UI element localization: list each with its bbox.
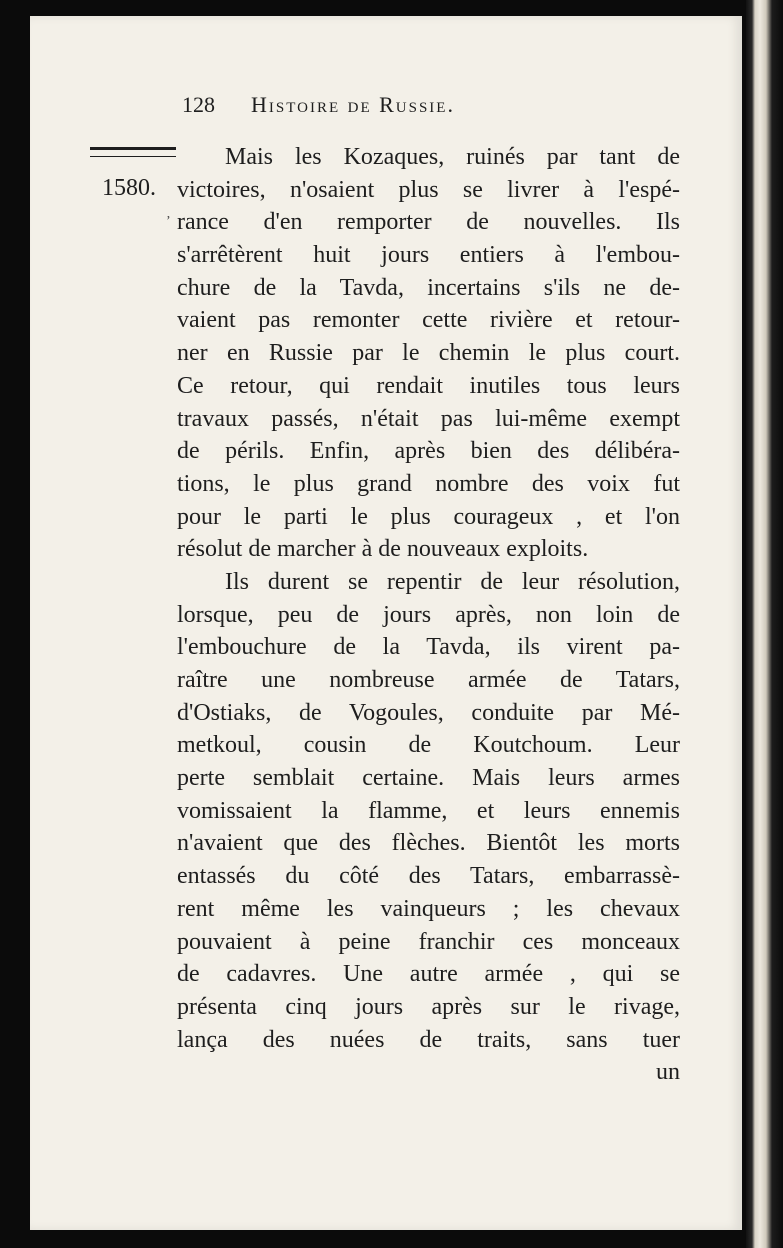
running-header xyxy=(182,92,455,118)
text-line: l'embouchure de la Tavda, ils virent pa- xyxy=(177,634,680,661)
text-line: chure de la Tavda, incertains s'ils ne de- xyxy=(177,274,680,301)
text-line: résolut de marcher à de nouveaux exploits. xyxy=(177,536,589,563)
page-number: 128 xyxy=(182,92,215,117)
catchword: un xyxy=(656,1059,680,1086)
text-line: pour le parti le plus courageux , et l'on xyxy=(177,503,680,530)
text-line: présenta cinq jours après sur le rivage, xyxy=(177,993,680,1020)
text-line: vomissaient la flamme, et leurs ennemis xyxy=(177,797,680,824)
text-line: victoires, n'osaient plus se livrer à l'espé- xyxy=(177,176,680,203)
text-line: Ce retour, qui rendait inutiles tous leurs xyxy=(177,372,680,399)
text-line: metkoul, cousin de Koutchoum. Leur xyxy=(177,732,680,759)
text-line: rent même les vainqueurs ; les chevaux xyxy=(177,895,680,922)
text-line: perte semblait certaine. Mais leurs armes xyxy=(177,765,680,792)
facing-page-edge xyxy=(746,0,783,1248)
text-line: ner en Russie par le chemin le plus court. xyxy=(177,340,680,367)
text-line: rance d'en remporter de nouvelles. Ils xyxy=(177,209,680,236)
text-line: Ils durent se repentir de leur résolution, xyxy=(225,568,680,595)
margin-rule xyxy=(90,147,176,157)
text-line: vaient pas remonter cette rivière et retour- xyxy=(177,307,680,334)
text-line: lorsque, peu de jours après, non loin de xyxy=(177,601,680,628)
text-line: raître une nombreuse armée de Tatars, xyxy=(177,667,680,693)
text-line: d'Ostiaks, de Vogoules, conduite par Mé- xyxy=(177,699,680,726)
text-line: Mais les Kozaques, ruinés par tant de xyxy=(225,144,680,170)
running-title: Histoire de Russie. xyxy=(251,92,455,117)
text-line: lança des nuées de traits, sans tuer xyxy=(177,1026,680,1053)
text-line: entassés du côté des Tatars, embarrassè- xyxy=(177,863,680,890)
text-line: s'arrêtèrent huit jours entiers à l'embou- xyxy=(177,242,680,269)
text-line: pouvaient à peine franchir ces monceaux xyxy=(177,928,680,955)
text-line: travaux passés, n'était pas lui-même exempt xyxy=(177,405,680,432)
text-line: de cadavres. Une autre armée , qui se xyxy=(177,961,680,988)
body-text xyxy=(177,141,680,1089)
text-line: tions, le plus grand nombre des voix fut xyxy=(177,470,680,497)
text-line: de périls. Enfin, après bien des délibéra- xyxy=(177,438,680,465)
text-line: n'avaient que des flèches. Bientôt les morts xyxy=(177,830,680,857)
margin-year: 1580. xyxy=(102,175,156,201)
margin-tick-mark: ʼ xyxy=(166,214,171,229)
